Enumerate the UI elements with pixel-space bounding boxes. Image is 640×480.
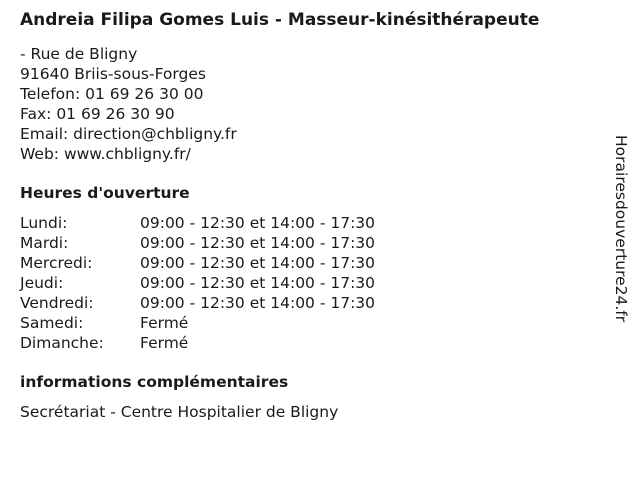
hours-row-friday — [20, 293, 610, 313]
hours-day: Mardi: — [20, 234, 69, 252]
page-title: Andreia Filipa Gomes Luis - Masseur-kinésithérapeute — [20, 10, 540, 30]
hours-day: Samedi: — [20, 314, 84, 332]
hours-row-monday — [20, 213, 610, 233]
address-street: - Rue de Bligny — [20, 45, 138, 63]
address-web: Web: www.chbligny.fr/ — [20, 145, 191, 163]
hours-day: Jeudi: — [20, 274, 64, 292]
hours-row-wednesday — [20, 253, 610, 273]
hours-row-sunday — [20, 333, 610, 353]
hours-time: 09:00 - 12:30 et 14:00 - 17:30 — [140, 234, 376, 252]
hours-row-thursday — [20, 273, 610, 293]
info-text: Secrétariat - Centre Hospitalier de Bligny — [20, 403, 339, 421]
hours-time: Fermé — [140, 334, 189, 352]
address-city: 91640 Briis-sous-Forges — [20, 65, 206, 83]
hours-row-tuesday — [20, 233, 610, 253]
address-fax: Fax: 01 69 26 30 90 — [20, 105, 175, 123]
hours-day: Lundi: — [20, 214, 68, 232]
hours-time: 09:00 - 12:30 et 14:00 - 17:30 — [140, 214, 376, 232]
hours-day: Dimanche: — [20, 334, 104, 352]
hours-day: Mercredi: — [20, 254, 93, 272]
info-heading: informations complémentaires — [20, 373, 289, 391]
main-content — [20, 10, 610, 422]
hours-day: Vendredi: — [20, 294, 94, 312]
hours-time: 09:00 - 12:30 et 14:00 - 17:30 — [140, 294, 376, 312]
hours-time: 09:00 - 12:30 et 14:00 - 17:30 — [140, 274, 376, 292]
hours-table — [20, 213, 610, 353]
hours-heading: Heures d'ouverture — [20, 184, 190, 202]
hours-time: Fermé — [140, 314, 189, 332]
address-block — [20, 44, 610, 164]
hours-time: 09:00 - 12:30 et 14:00 - 17:30 — [140, 254, 376, 272]
address-email: Email: direction@chbligny.fr — [20, 125, 237, 143]
hours-row-saturday — [20, 313, 610, 333]
watermark-text: Horairesdouverture24.fr — [612, 135, 630, 323]
address-phone: Telefon: 01 69 26 30 00 — [20, 85, 204, 103]
